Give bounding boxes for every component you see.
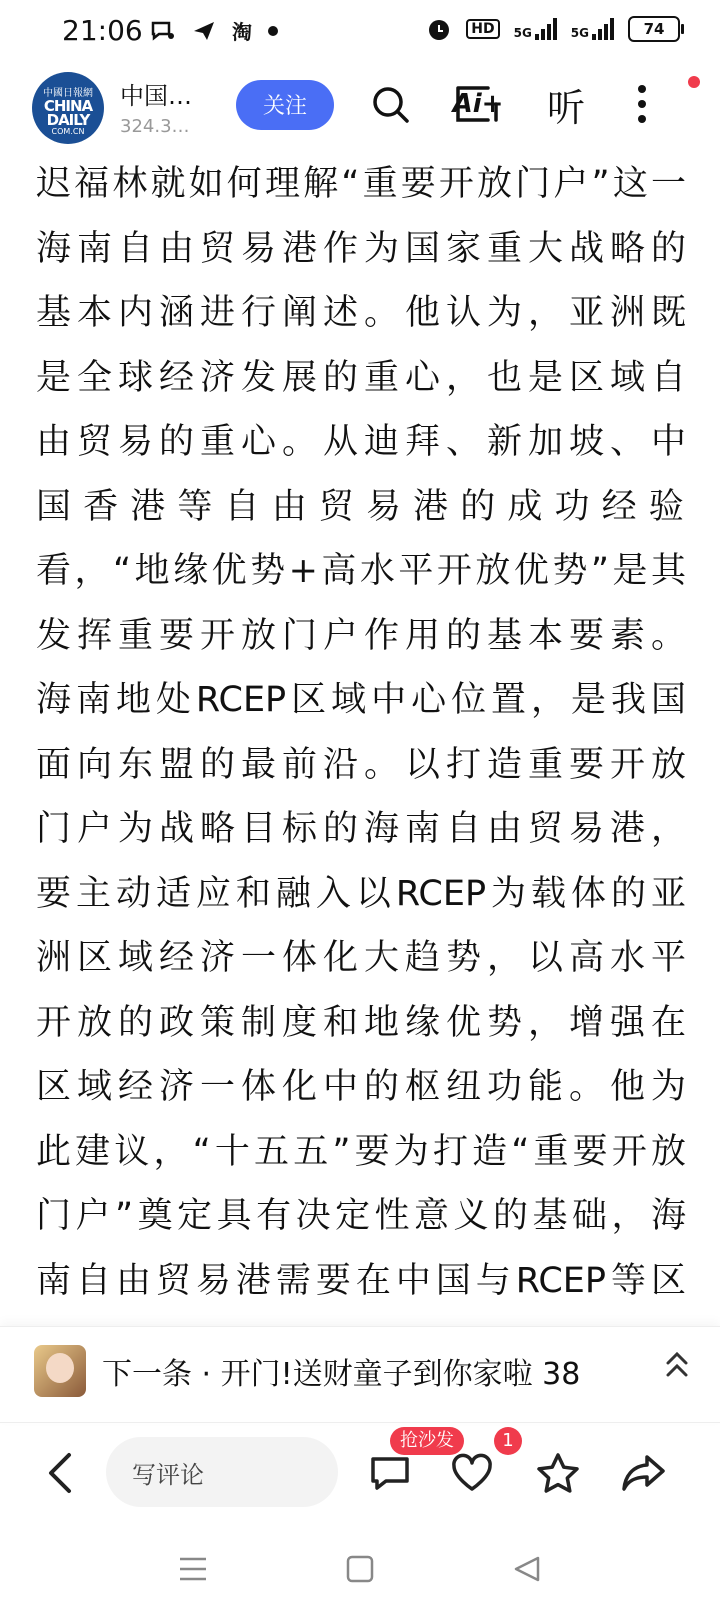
article-line: 洲区域经济一体化大趋势，以高水平	[36, 938, 686, 978]
comment-input[interactable]: 写评论	[106, 1437, 338, 1507]
article-line: 面向东盟的最前沿。以打造重要开放	[36, 744, 686, 785]
like-heart-icon[interactable]	[446, 1447, 498, 1499]
next-article-bar[interactable]	[0, 1326, 720, 1423]
battery-icon: 74	[628, 16, 680, 42]
article-line: 此建议，“十五五”要为打造“重要开放	[36, 1131, 686, 1172]
follow-button[interactable]: 关注	[236, 80, 334, 130]
article-line: 开放的政策制度和地缘优势，增强在	[36, 1002, 686, 1043]
hd-badge: HD	[466, 19, 499, 39]
menu-lines-icon[interactable]	[168, 1544, 218, 1594]
status-time: 21:06	[62, 14, 143, 47]
favorite-star-icon[interactable]	[532, 1447, 584, 1499]
notification-dot	[688, 76, 700, 88]
bottom-action-bar	[0, 1422, 720, 1523]
next-article-title[interactable]: 下一条 · 开门!送财童子到你家啦 38	[102, 1357, 581, 1392]
home-square-icon[interactable]	[335, 1544, 385, 1594]
paper-plane-icon	[192, 19, 216, 43]
sofa-badge: 抢沙发	[390, 1427, 464, 1455]
article-line: 是全球经济发展的重心，也是区域自	[36, 357, 686, 398]
taobao-icon: 淘	[232, 20, 252, 44]
chevron-up-icon[interactable]	[664, 1349, 690, 1386]
dot-icon	[268, 26, 278, 36]
chat-icon	[150, 19, 176, 43]
alarm-icon	[426, 16, 452, 42]
article-line: 由贸易的重心。从迪拜、新加坡、中	[36, 422, 686, 462]
article-line: 要主动适应和融入以RCEP为载体的亚	[36, 873, 686, 914]
publisher-name[interactable]: 中国…	[120, 82, 192, 110]
next-article-thumbnail	[34, 1345, 86, 1397]
article-line: 南自由贸易港需要在中国与RCEP等区	[36, 1260, 686, 1301]
article-line: 基本内涵进行阐述。他认为，亚洲既	[36, 293, 686, 333]
back-arrow-icon[interactable]	[36, 1445, 84, 1501]
article-line: 区域经济一体化中的枢纽功能。他为	[36, 1067, 686, 1107]
system-nav-bar	[0, 1522, 720, 1612]
article-body	[36, 152, 686, 1322]
back-triangle-icon[interactable]	[502, 1544, 552, 1594]
article-header	[0, 64, 720, 148]
article-line: 国香港等自由贸易港的成功经验	[36, 486, 686, 527]
article-line: 门户”奠定具有决定性意义的基础，海	[36, 1196, 686, 1236]
ai-assistant-icon[interactable]: Ai+	[452, 89, 504, 119]
search-icon[interactable]	[366, 80, 414, 128]
article-line: 发挥重要开放门户作用的基本要素。	[36, 615, 686, 656]
status-right-icons	[426, 16, 680, 42]
article-line: 看，“地缘优势+高水平开放优势”是其	[36, 551, 686, 591]
share-arrow-icon[interactable]	[618, 1447, 670, 1499]
listen-button[interactable]: 听	[546, 85, 585, 130]
like-count-badge: 1	[494, 1427, 522, 1455]
publisher-logo[interactable]: 中國日報網 CHINA DAILY COM.CN	[32, 72, 104, 144]
net-5g-1: 5G	[514, 18, 557, 40]
article-line: 海南自由贸易港作为国家重大战略的	[36, 228, 686, 269]
status-bar	[0, 0, 720, 64]
status-left-icons	[150, 16, 278, 45]
publisher-followers: 324.3…	[120, 116, 190, 137]
signal-1-icon	[535, 18, 557, 40]
article-line: 海南地处RCEP区域中心位置，是我国	[36, 680, 686, 720]
article-line: 迟福林就如何理解“重要开放门户”这一	[36, 164, 686, 204]
signal-2-icon	[592, 18, 614, 40]
more-icon[interactable]	[622, 80, 662, 128]
article-line: 门户为战略目标的海南自由贸易港，	[36, 809, 686, 849]
net-5g-2: 5G	[571, 18, 614, 40]
